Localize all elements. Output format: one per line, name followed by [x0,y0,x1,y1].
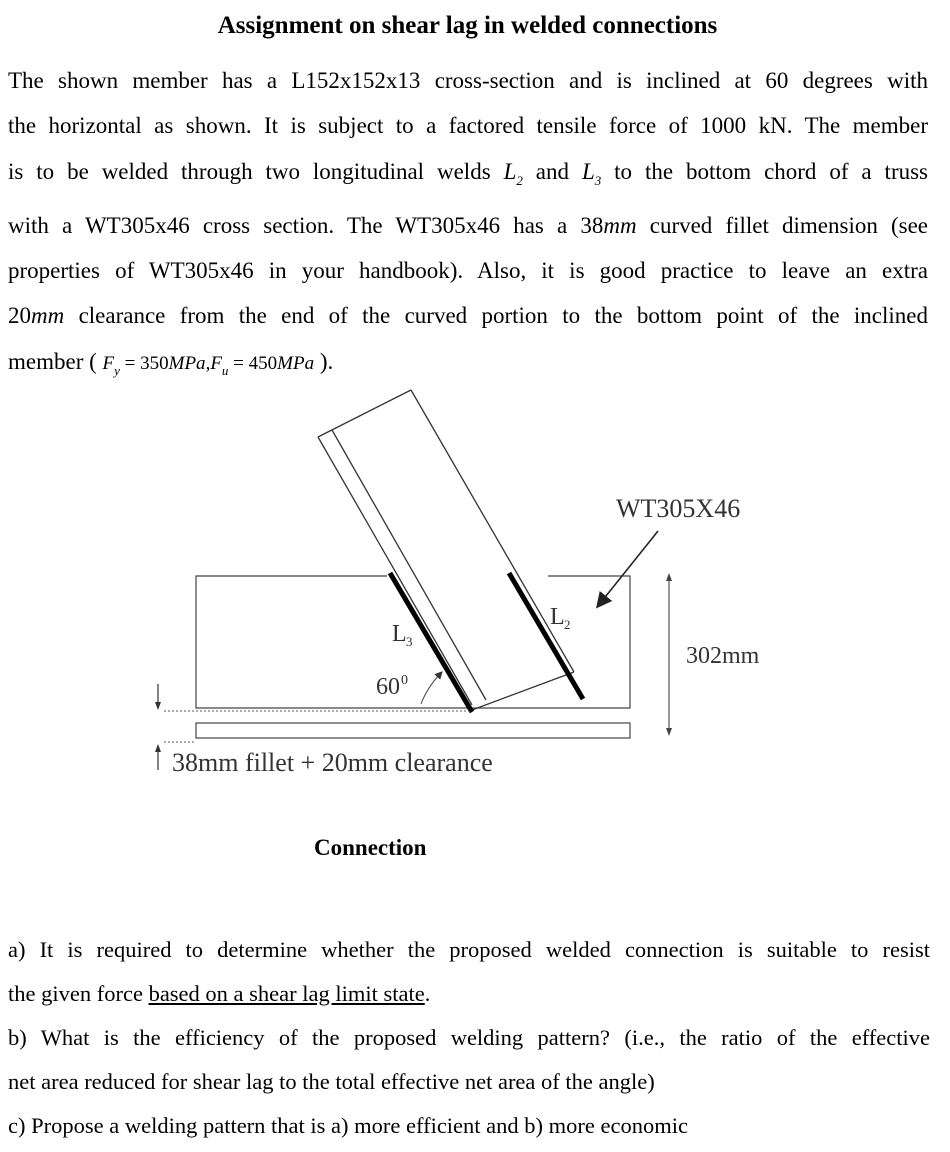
statement-line-4: with a WT305x46 cross section. The WT305x46 has a 38mm curved fillet dimension (see [8,212,928,238]
statement-line-6: 20mm clearance from the end of the curved portion to the bottom point of the inclined [8,303,929,329]
height-dimension-label: 302mm [686,643,760,669]
weld-l3-label: L [392,621,407,647]
weld-l2 [509,573,583,699]
inclined-angle-member [318,390,574,710]
question-c-line-1: c) Propose a welding pattern that is a) more efficient and b) more economic [8,1113,688,1138]
questions [8,928,930,1148]
statement-text: and [535,158,570,184]
angle-label: 60 [376,674,400,700]
weld-l2-label: L [550,604,565,630]
angle-arc [421,674,440,704]
weld-l3-sub: 3 [406,634,413,649]
clearance-label: 38mm fillet + 20mm clearance [172,748,493,777]
statement-text: to the bottom chord of a truss [614,158,929,184]
question-a-line-2: the given force based on a shear lag limit state. [8,981,431,1006]
material-properties: $F_y = 350MPa,F_u = 450MPa$ [102,352,315,378]
wt-section-label: WT305X46 [616,494,741,523]
question-b-line-2: net area reduced for shear lag to the total effective net area of the angle) [8,1069,655,1094]
question-b-line-1: b) What is the efficiency of the proposed welding pattern? (i.e., the ratio of the effective [8,1025,930,1050]
question-a-line-1: a) It is required to determine whether the proposed welded connection is suitable to resist [8,937,930,962]
statement-line-5: properties of WT305x46 in your handbook). Also, it is good practice to leave an extra [8,258,928,284]
statement-line-7: member ( $F_y = 350MPa,F_u = 450MPa$ ). [8,348,334,378]
figure-caption: Connection [314,835,427,860]
weld-l3-symbol: $L_3$ [581,158,602,188]
statement-line-1: The shown member has a L152x152x13 cross-section and is inclined at 60 degrees with [8,68,928,93]
statement-text: is to be welded through two longitudinal welds [8,158,491,184]
statement-line-2: the horizontal as shown. It is subject to a factored tensile force of 1000 kN. The member [8,113,928,139]
angle-degree-mark: 0 [401,673,408,688]
weld-l2-sub: 2 [564,617,571,632]
wt-flange [196,723,630,738]
shear-lag-emphasis: based on a shear lag limit state [148,981,425,1006]
document-title: Assignment on shear lag in welded connections [217,12,718,39]
wt-pointer-arrow [598,531,658,606]
wt-stem [196,576,630,708]
weld-l2-symbol: $L_2$ [503,158,523,188]
